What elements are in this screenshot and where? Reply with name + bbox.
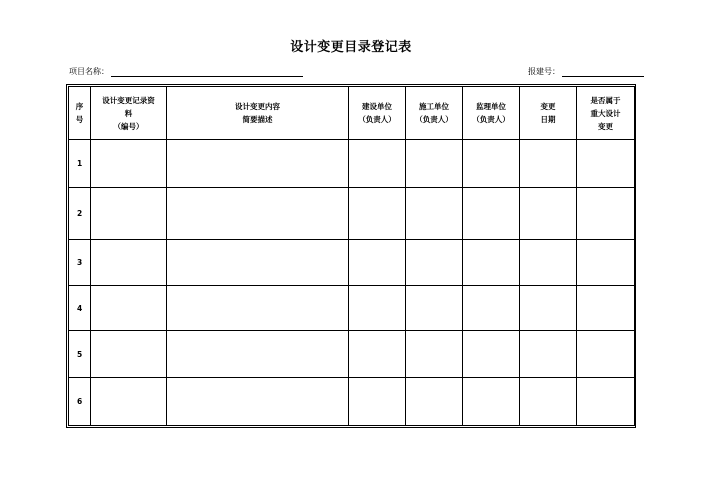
header-seq <box>69 87 91 140</box>
document-title: 设计变更目录登记表 <box>290 40 412 55</box>
header-major <box>577 87 635 140</box>
cell-record[interactable] <box>91 286 167 331</box>
table-row <box>69 240 635 286</box>
cell-major[interactable] <box>577 188 635 240</box>
filing-number-field <box>528 66 644 77</box>
cell-builder[interactable] <box>349 240 406 286</box>
row-number: 6 <box>69 378 91 426</box>
cell-content[interactable] <box>167 188 349 240</box>
cell-construction[interactable] <box>406 240 463 286</box>
cell-date[interactable] <box>520 140 577 188</box>
project-name-label: 项目名称： <box>69 67 109 76</box>
header-seq-line: 号 <box>75 115 84 124</box>
cell-construction[interactable] <box>406 331 463 378</box>
cell-content[interactable] <box>167 286 349 331</box>
cell-major[interactable] <box>577 140 635 188</box>
header-date <box>520 87 577 140</box>
project-name-line[interactable] <box>111 67 303 77</box>
cell-major[interactable] <box>577 378 635 426</box>
header-supervision <box>463 87 520 140</box>
filing-number-label: 报建号： <box>528 67 560 76</box>
cell-date[interactable] <box>520 286 577 331</box>
cell-builder[interactable] <box>349 378 406 426</box>
table-row <box>69 140 635 188</box>
filing-number-line[interactable] <box>562 67 644 77</box>
header-content-line: 简要描述 <box>242 115 273 124</box>
header-record-line: 设计变更记录资 <box>102 95 155 105</box>
cell-record[interactable] <box>91 140 167 188</box>
cell-builder[interactable] <box>349 140 406 188</box>
cell-major[interactable] <box>577 331 635 378</box>
cell-supervision[interactable] <box>463 286 520 331</box>
cell-content[interactable] <box>167 140 349 188</box>
cell-supervision[interactable] <box>463 240 520 286</box>
header-supervision-line: 监理单位 <box>476 102 506 111</box>
header-major-line: 变更 <box>598 121 613 131</box>
header-major-line: 是否属于 <box>590 95 621 105</box>
header-construction-line: 施工单位 <box>419 102 449 111</box>
cell-major[interactable] <box>577 286 635 331</box>
header-record <box>91 87 167 140</box>
cell-construction[interactable] <box>406 140 463 188</box>
cell-major[interactable] <box>577 240 635 286</box>
header-major-line: 重大设计 <box>590 108 621 118</box>
header-record-line: （编号） <box>113 121 144 131</box>
header-content <box>167 87 349 140</box>
row-number: 4 <box>69 286 91 331</box>
header-builder-line: 建设单位 <box>362 102 392 111</box>
cell-construction[interactable] <box>406 378 463 426</box>
change-log-table <box>68 86 635 426</box>
header-construction <box>406 87 463 140</box>
table-row <box>69 331 635 378</box>
cell-date[interactable] <box>520 331 577 378</box>
cell-construction[interactable] <box>406 286 463 331</box>
row-number: 2 <box>69 188 91 240</box>
header-seq-line: 序 <box>75 102 84 111</box>
cell-date[interactable] <box>520 188 577 240</box>
table-row <box>69 378 635 426</box>
project-name-field <box>69 66 303 77</box>
cell-content[interactable] <box>167 331 349 378</box>
cell-supervision[interactable] <box>463 188 520 240</box>
header-supervision-line: （负责人） <box>472 115 510 124</box>
cell-record[interactable] <box>91 378 167 426</box>
row-number: 3 <box>69 240 91 286</box>
row-number: 1 <box>69 140 91 188</box>
cell-content[interactable] <box>167 378 349 426</box>
cell-record[interactable] <box>91 188 167 240</box>
table-row <box>69 286 635 331</box>
header-builder <box>349 87 406 140</box>
header-date-line: 变更 <box>540 102 556 111</box>
header-content-line: 设计变更内容 <box>235 102 280 111</box>
cell-supervision[interactable] <box>463 140 520 188</box>
row-number: 5 <box>69 331 91 378</box>
header-builder-line: （负责人） <box>358 115 396 124</box>
table-row <box>69 188 635 240</box>
header-record-line: 料 <box>124 108 133 118</box>
header-date-line: 日期 <box>540 115 556 124</box>
cell-builder[interactable] <box>349 286 406 331</box>
cell-supervision[interactable] <box>463 378 520 426</box>
cell-content[interactable] <box>167 240 349 286</box>
cell-supervision[interactable] <box>463 331 520 378</box>
cell-construction[interactable] <box>406 188 463 240</box>
cell-record[interactable] <box>91 331 167 378</box>
cell-date[interactable] <box>520 240 577 286</box>
cell-date[interactable] <box>520 378 577 426</box>
header-construction-line: （负责人） <box>415 115 453 124</box>
table-header-row <box>69 87 635 140</box>
cell-record[interactable] <box>91 240 167 286</box>
cell-builder[interactable] <box>349 331 406 378</box>
cell-builder[interactable] <box>349 188 406 240</box>
